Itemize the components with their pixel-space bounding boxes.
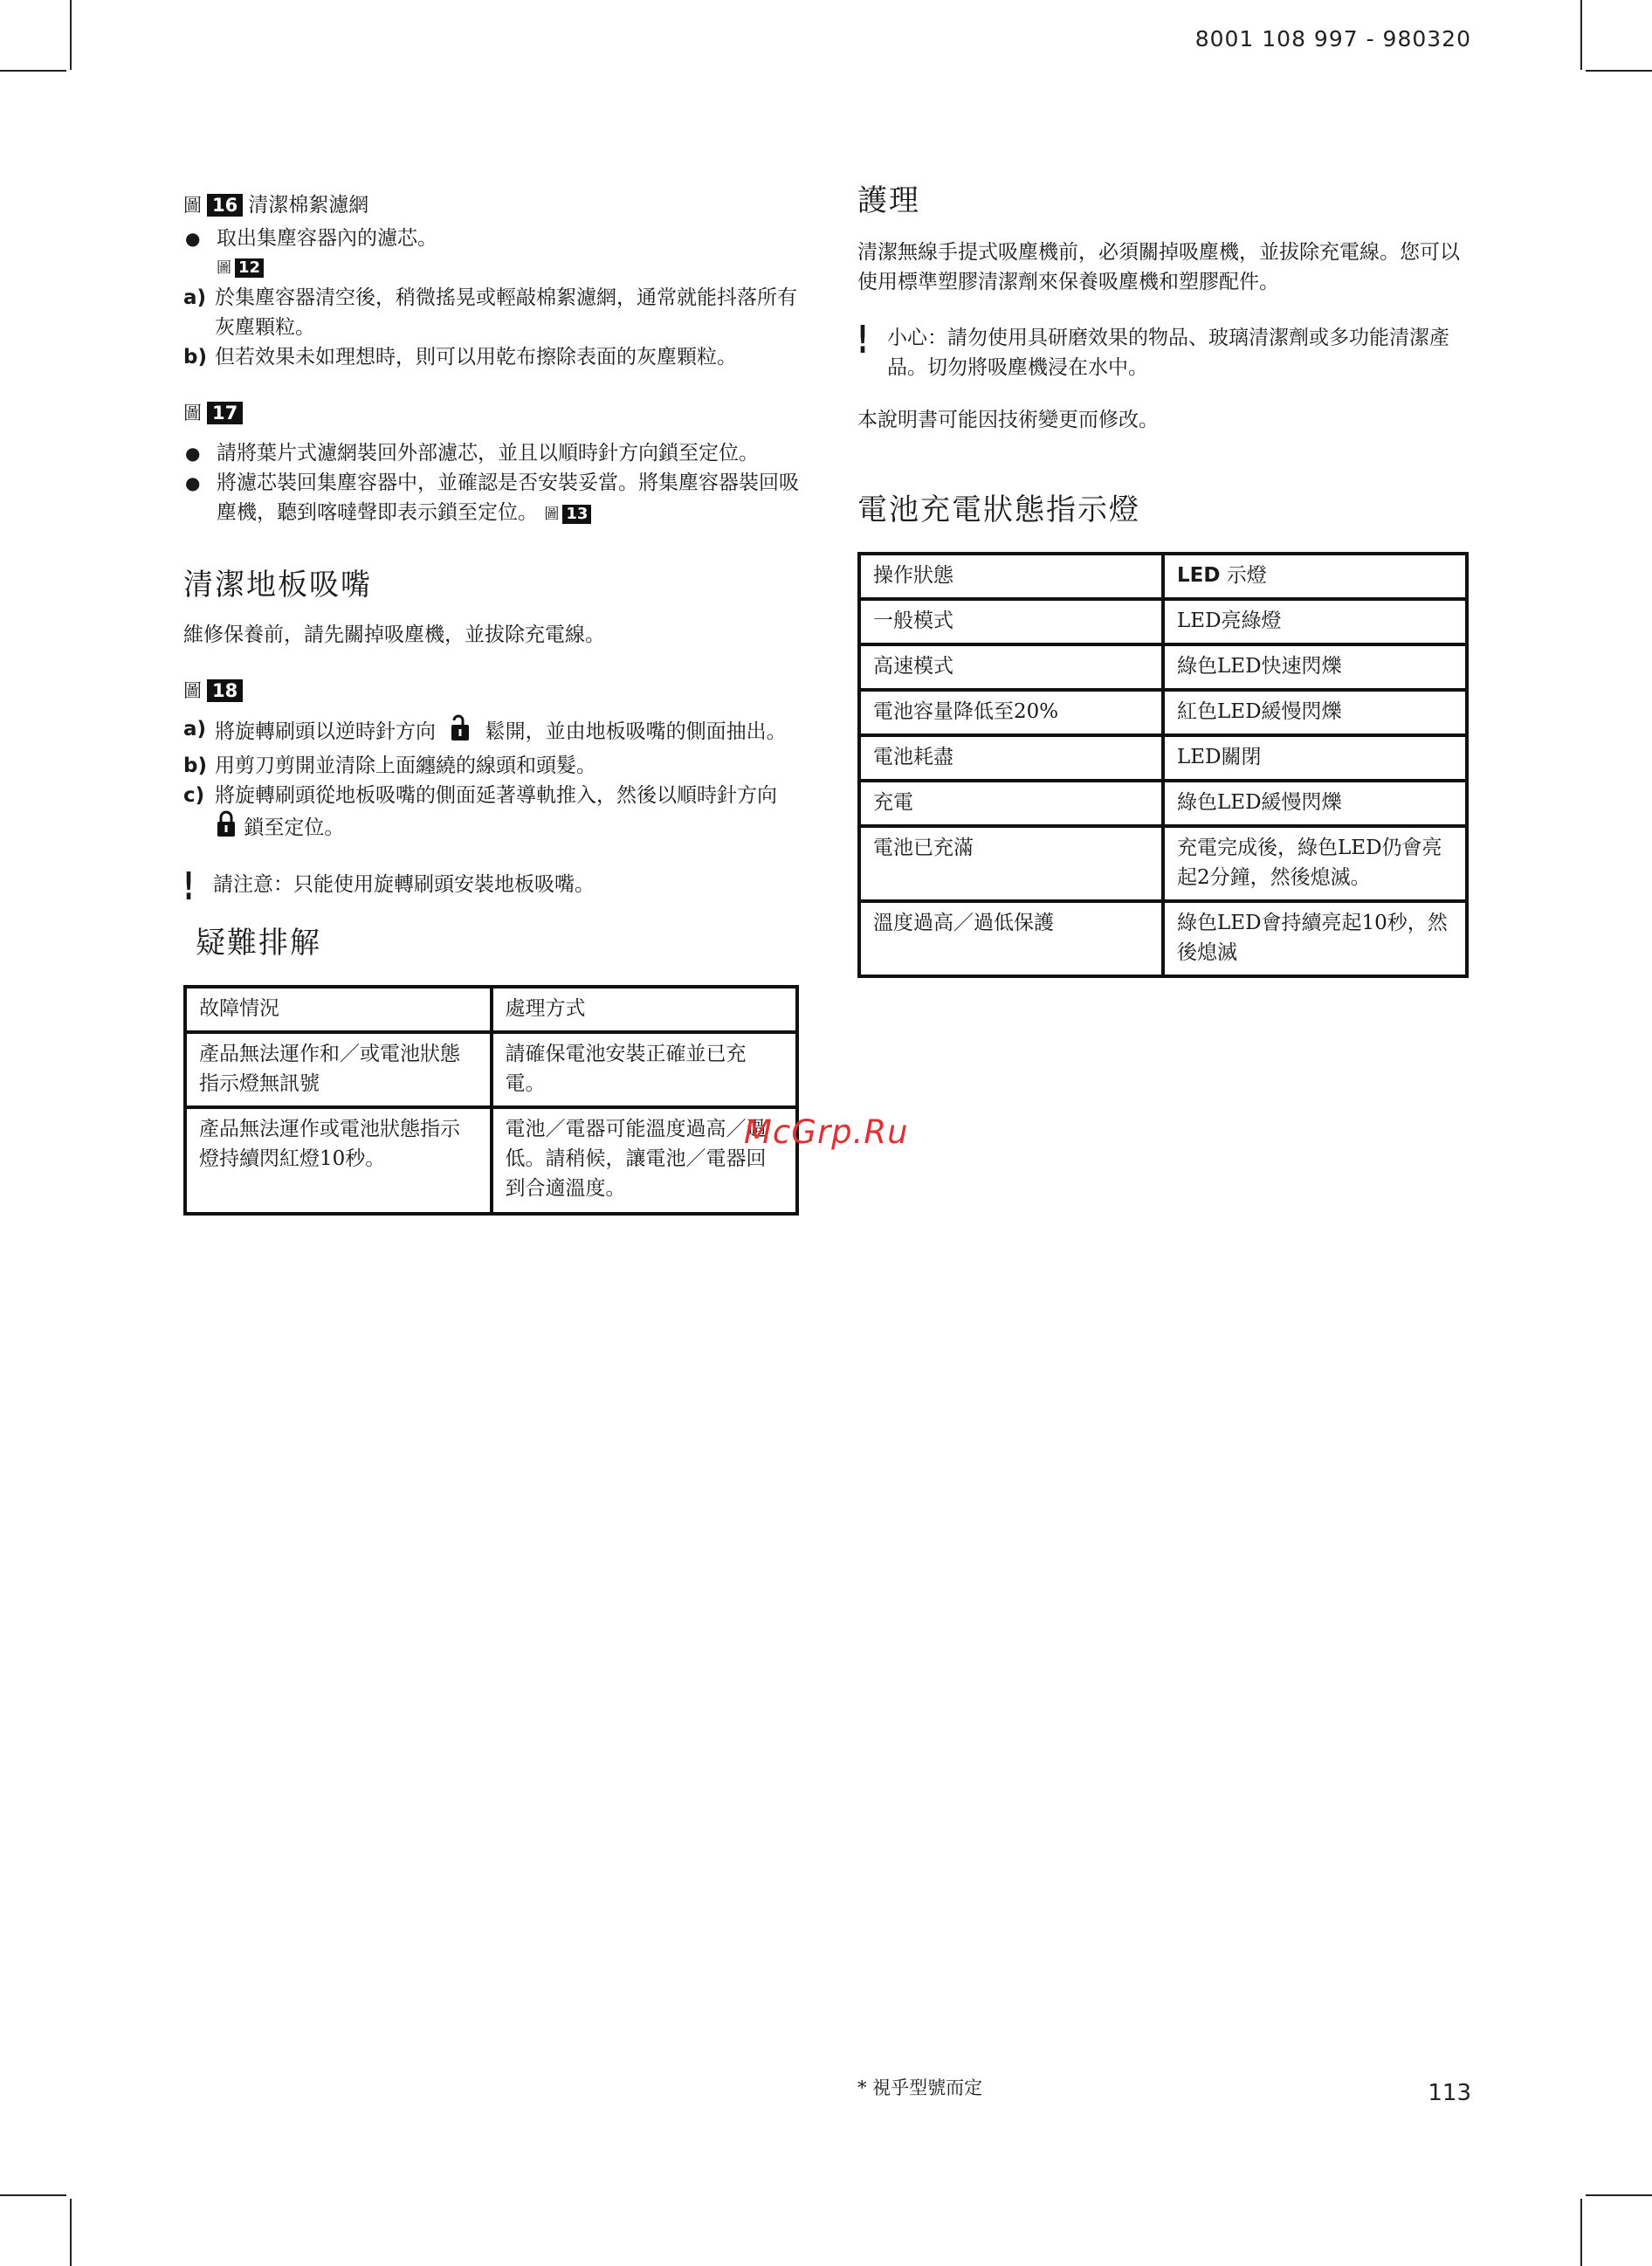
table-header-cell: 故障情況 <box>185 987 492 1032</box>
step-marker: b) <box>183 346 207 368</box>
left-column <box>183 190 799 1216</box>
header-led: LED <box>1177 564 1221 587</box>
table-cell: 紅色LED緩慢閃爍 <box>1163 690 1467 735</box>
step-item <box>183 781 799 847</box>
section-title-floor-nozzle: 清潔地板吸嘴 <box>183 568 372 603</box>
table-cell: 充電 <box>859 781 1163 826</box>
table-cell: 電池／電器可能溫度過高／過低。請稍候，讓電池／電器回到合適溫度。 <box>492 1107 798 1214</box>
step-text: 於集塵容器清空後，稍微搖晃或輕敲棉絮濾網，通常就能抖落所有灰塵顆粒。 <box>215 286 797 339</box>
care-body: 清潔無線手提式吸塵機前，必須關掉吸塵機，並拔除充電線。您可以使用標準塑膠清潔劑來保養吸塵機和塑膠配件。 <box>857 241 1460 293</box>
table-cell: 高速模式 <box>859 644 1163 690</box>
step-text: 將旋轉刷頭從地板吸嘴的側面延著導軌推入，然後以順時針方向 <box>215 784 777 807</box>
step-marker: a) <box>183 286 207 309</box>
table-cell: 電池容量降低至20% <box>859 690 1163 735</box>
table-header-row <box>859 554 1467 599</box>
table-row <box>859 826 1467 901</box>
bullet-icon: ● <box>185 443 201 464</box>
caution-box <box>857 318 1469 382</box>
figure-18-heading <box>183 676 799 706</box>
table-header-cell: 處理方式 <box>492 987 798 1032</box>
watermark: McGrp.Ru <box>744 1113 909 1151</box>
table-cell: 電池已充滿 <box>859 826 1163 901</box>
list-item <box>183 468 799 529</box>
step-marker: b) <box>183 754 207 777</box>
troubleshooting-table <box>183 985 799 1216</box>
figure-16-heading <box>183 190 799 220</box>
notice-box <box>183 864 799 909</box>
table-row <box>185 1032 797 1107</box>
table-cell: 請確保電池安裝正確並已充電。 <box>492 1032 798 1107</box>
table-row <box>859 599 1467 644</box>
figure-label: 圖 <box>183 195 202 216</box>
bullet-text: 請將葉片式濾網裝回外部濾芯，並且以順時針方向鎖至定位。 <box>217 442 759 465</box>
figure-17-heading <box>183 398 799 428</box>
list-item <box>183 224 799 283</box>
step-text: 用剪刀剪開並清除上面纏繞的線頭和頭髮。 <box>215 754 596 777</box>
table-cell: 電池耗盡 <box>859 735 1163 781</box>
figure-number-badge: 16 <box>207 194 243 217</box>
section-title-care: 護理 <box>857 183 920 218</box>
figure-number-badge: 17 <box>207 402 243 424</box>
figure-label: 圖 <box>544 506 560 523</box>
crop-mark <box>1580 2199 1582 2266</box>
figure-label: 圖 <box>183 403 202 424</box>
step-item <box>183 714 799 751</box>
step-text: 但若效果未如理想時，則可以用乾布擦除表面的灰塵顆粒。 <box>215 346 737 368</box>
figure-label: 圖 <box>183 680 202 701</box>
lock-closed-icon <box>217 810 236 847</box>
table-cell: 溫度過高／過低保護 <box>859 901 1163 976</box>
table-cell: 產品無法運作或電池狀態指示燈持續閃紅燈10秒。 <box>185 1107 492 1214</box>
table-header-row <box>185 987 797 1032</box>
right-column <box>857 182 1469 978</box>
table-row <box>859 901 1467 976</box>
table-row <box>185 1107 797 1214</box>
revision-notice: 本說明書可能因技術變更而修改。 <box>857 409 1159 431</box>
page-number: 113 <box>1428 2080 1471 2106</box>
floor-intro: 維修保養前，請先關掉吸塵機，並拔除充電線。 <box>183 623 605 646</box>
figure-number-badge: 18 <box>207 679 243 702</box>
table-cell: LED亮綠燈 <box>1163 599 1467 644</box>
crop-mark <box>70 0 72 70</box>
section-title-battery-indicator: 電池充電狀態指示燈 <box>857 492 1140 527</box>
caution-text: 小心：請勿使用具研磨效果的物品、玻璃清潔劑或多功能清潔產品。切勿將吸塵機浸在水中。 <box>887 327 1449 379</box>
figure-number-badge: 13 <box>562 505 591 524</box>
bullet-text: 將濾芯裝回集塵容器中，並確認是否安裝妥當。將集塵容器裝回吸塵機，聽到喀噠聲即表示鎖至定位。 <box>217 472 799 524</box>
footnote: * 視乎型號而定 <box>857 2077 983 2098</box>
step-marker: a) <box>183 718 207 740</box>
lock-open-icon <box>449 714 472 751</box>
step-marker: c) <box>183 784 205 807</box>
table-header-cell <box>1163 554 1467 599</box>
table-row <box>859 781 1467 826</box>
crop-mark <box>70 2199 72 2266</box>
crop-mark <box>1586 70 1652 72</box>
bullet-text: 取出集塵容器內的濾芯。 <box>217 227 437 250</box>
crop-mark <box>0 70 66 72</box>
bullet-icon: ● <box>185 472 201 493</box>
section-title-troubleshooting: 疑難排解 <box>196 926 321 961</box>
step-text: 將旋轉刷頭以逆時針方向 <box>215 720 436 743</box>
table-cell: 一般模式 <box>859 599 1163 644</box>
table-cell: LED關閉 <box>1163 735 1467 781</box>
table-cell: 綠色LED快速閃爍 <box>1163 644 1467 690</box>
table-cell: 綠色LED緩慢閃爍 <box>1163 781 1467 826</box>
step-item <box>183 751 799 781</box>
table-cell: 綠色LED會持續亮起10秒，然後熄滅 <box>1163 901 1467 976</box>
step-item <box>183 283 799 342</box>
table-row <box>859 690 1467 735</box>
document-code: 8001 108 997 - 980320 <box>1194 26 1471 52</box>
crop-mark <box>0 2194 66 2196</box>
crop-mark <box>1580 0 1582 70</box>
figure-12-reference <box>217 253 799 283</box>
figure-number-badge: 12 <box>235 258 264 278</box>
crop-mark <box>1586 2194 1652 2196</box>
table-row <box>859 644 1467 690</box>
header-indicator: 示燈 <box>1226 564 1267 587</box>
table-row <box>859 735 1467 781</box>
exclamation-icon: ! <box>857 318 869 362</box>
step-text: 鬆開，並由地板吸嘴的側面抽出。 <box>485 720 787 743</box>
bullet-icon: ● <box>185 228 201 249</box>
figure-title: 清潔棉絮濾網 <box>248 194 369 217</box>
table-cell: 充電完成後，綠色LED仍會亮起2分鐘，然後熄滅。 <box>1163 826 1467 901</box>
step-text: 鎖至定位。 <box>244 816 345 839</box>
table-header-cell: 操作狀態 <box>859 554 1163 599</box>
exclamation-icon: ! <box>183 864 195 909</box>
figure-label: 圖 <box>217 259 231 277</box>
table-cell: 產品無法運作和／或電池狀態指示燈無訊號 <box>185 1032 492 1107</box>
step-item <box>183 342 799 372</box>
notice-text: 請注意：只能使用旋轉刷頭安裝地板吸嘴。 <box>213 873 595 896</box>
battery-indicator-table <box>857 552 1469 978</box>
list-item <box>183 438 799 468</box>
